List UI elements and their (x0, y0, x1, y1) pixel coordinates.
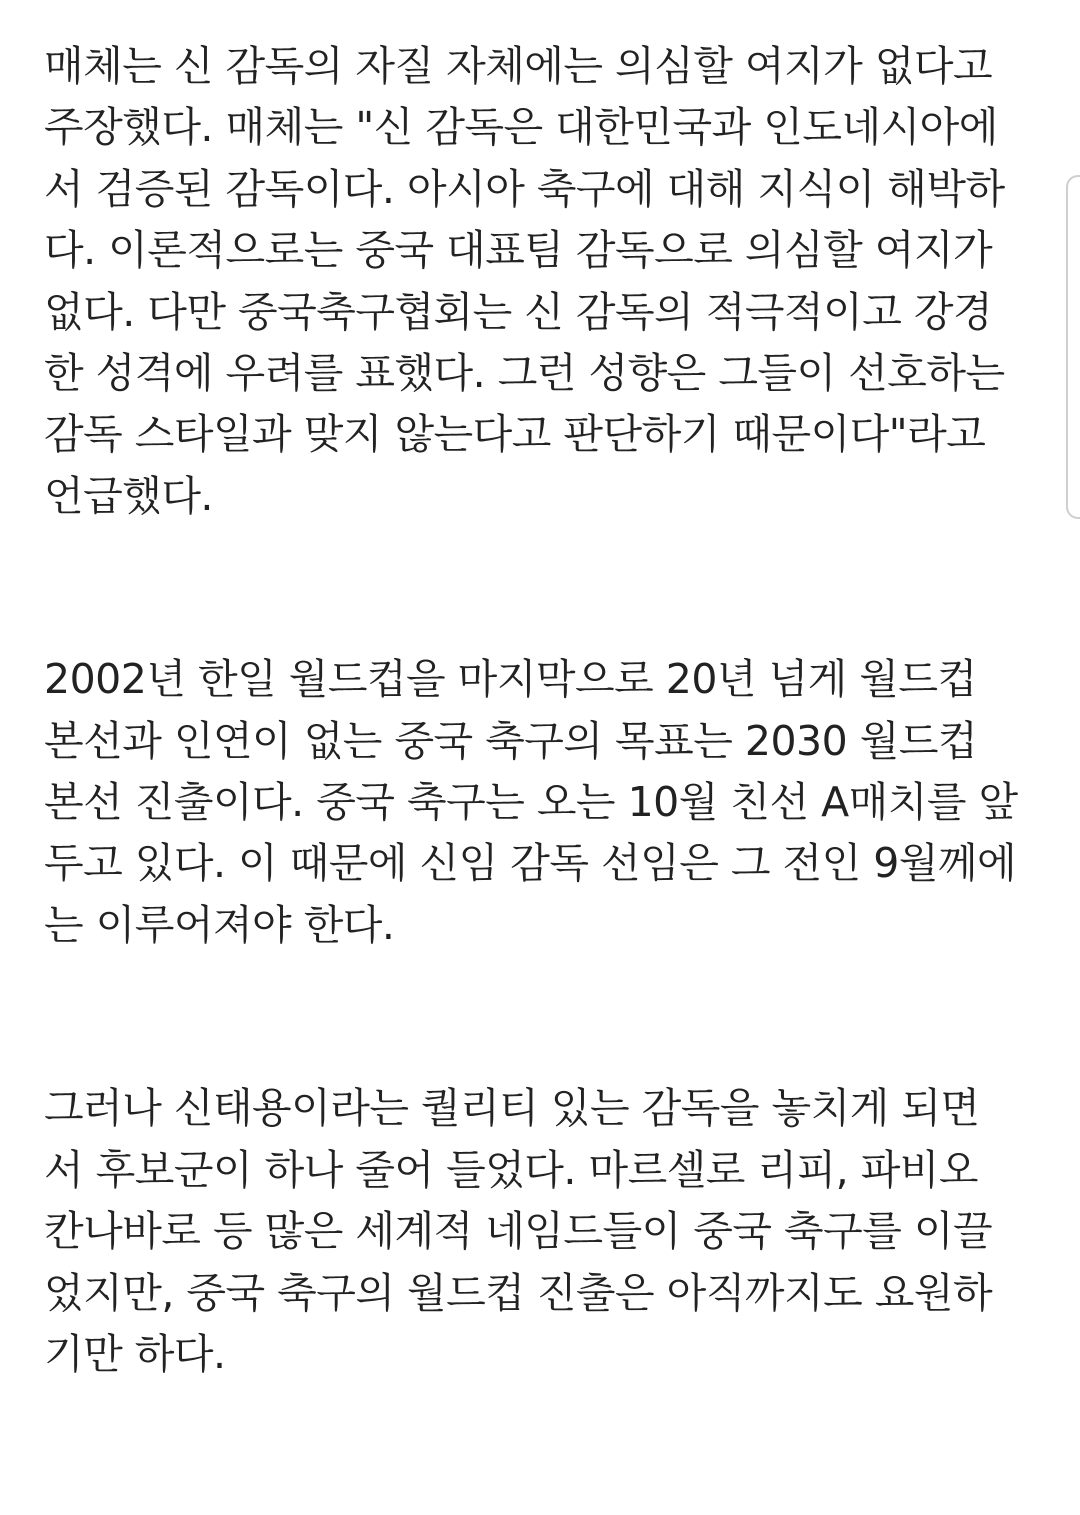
article-paragraph-1 (44, 36, 1044, 527)
text-line: 서 검증된 감독이다. 아시아 축구에 대해 지식이 해박하 (44, 164, 1005, 213)
text-line: 본선 진출이다. 중국 축구는 오는 10월 친선 A매치를 앞 (44, 778, 1018, 827)
scroll-handle[interactable] (1066, 175, 1080, 519)
text-line: 는 이루어져야 한다. (44, 900, 395, 949)
text-line: 없다. 다만 중국축구협회는 신 감독의 적극적이고 강경 (44, 287, 993, 336)
article-paragraph-2 (44, 649, 1044, 956)
text-line: 2002년 한일 월드컵을 마지막으로 20년 넘게 월드컵 (44, 655, 977, 704)
text-line: 었지만, 중국 축구의 월드컵 진출은 아직까지도 요원하 (44, 1268, 993, 1317)
text-line: 다. 이론적으로는 중국 대표팀 감독으로 의심할 여지가 (44, 226, 993, 275)
text-line: 기만 하다. (44, 1329, 226, 1378)
text-line: 본선과 인연이 없는 중국 축구의 목표는 2030 월드컵 (44, 716, 978, 765)
text-line: 두고 있다. 이 때문에 신임 감독 선임은 그 전인 9월께에 (44, 839, 1017, 888)
text-line: 매체는 신 감독의 자질 자체에는 의심할 여지가 없다고 (44, 42, 993, 90)
article-paragraph-3 (44, 1078, 1044, 1385)
text-line: 주장했다. 매체는 "신 감독은 대한민국과 인도네시아에 (44, 103, 998, 152)
text-line: 언급했다. (44, 471, 213, 520)
text-line: 서 후보군이 하나 줄어 들었다. 마르셀로 리피, 파비오 (44, 1145, 979, 1194)
text-line: 그러나 신태용이라는 퀄리티 있는 감독을 놓치게 되면 (44, 1084, 980, 1133)
text-line: 칸나바로 등 많은 세계적 네임드들이 중국 축구를 이끌 (44, 1207, 993, 1256)
article-body (44, 36, 1044, 1385)
text-line: 한 성격에 우려를 표했다. 그런 성향은 그들이 선호하는 (44, 349, 1005, 398)
text-line: 감독 스타일과 맞지 않는다고 판단하기 때문이다"라고 (44, 410, 986, 459)
